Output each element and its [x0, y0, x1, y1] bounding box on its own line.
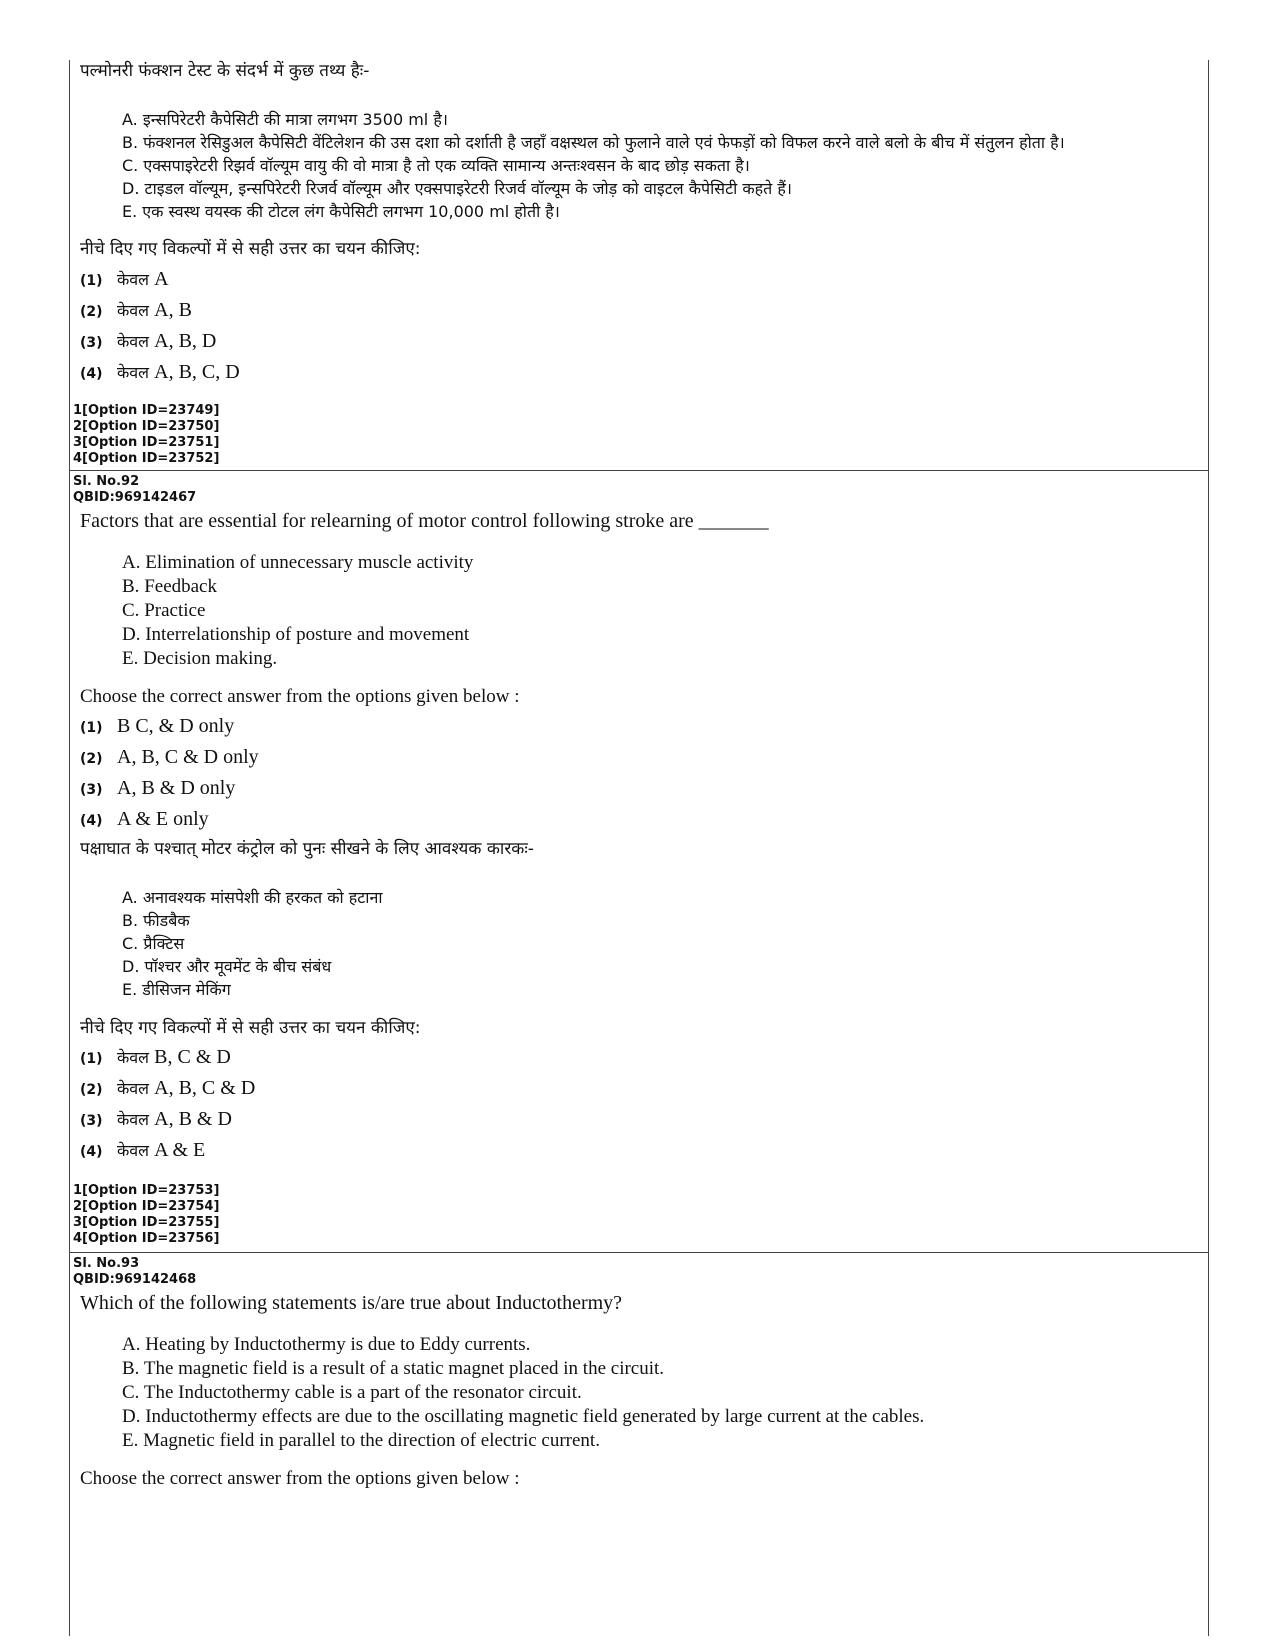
option-item [80, 268, 1205, 299]
q92-statements [100, 551, 1247, 671]
statement-text: डीसिजन मेकिंग [142, 980, 231, 999]
statement-item [122, 1381, 1247, 1405]
option-text [117, 1046, 231, 1069]
option-item [80, 1108, 1205, 1139]
option-hindi-prefix: केवल [117, 270, 150, 289]
statement-item [122, 177, 1247, 200]
left-border [69, 60, 70, 1636]
option-id: 2[Option ID=23750] [73, 419, 220, 434]
statement-item [122, 551, 1247, 575]
statement-letter: A. [122, 888, 138, 907]
statement-letter: D. [122, 1406, 141, 1427]
statement-item [122, 1429, 1247, 1453]
statement-text: Practice [144, 600, 206, 621]
option-letters: A [154, 268, 169, 290]
q93-question: Which of the following statements is/are true about Inductothermy? [80, 1292, 623, 1314]
statement-item [122, 1333, 1247, 1357]
statement-letter: D. [122, 624, 141, 645]
statement-text: Interrelationship of posture and movement [145, 624, 470, 645]
option-letters: A, B, D [154, 330, 217, 352]
option-id: 3[Option ID=23755] [73, 1215, 220, 1230]
option-item [80, 299, 1205, 330]
option-id: 1[Option ID=23753] [73, 1183, 220, 1198]
option-item [80, 745, 1205, 776]
statement-letter: C. [122, 1382, 140, 1403]
statement-item [122, 200, 1247, 223]
statement-item [122, 647, 1247, 671]
option-letters: A, B, C, D [154, 361, 240, 383]
option-number: (2) [80, 1082, 103, 1098]
option-number: (1) [80, 1051, 103, 1067]
statement-item [122, 932, 1247, 955]
statement-text: पॉश्चर और मूवमेंट के बीच संबंध [144, 957, 332, 976]
q92-hindi-options [80, 1046, 1205, 1170]
q92-choose: Choose the correct answer from the options given below : [80, 686, 520, 707]
statement-text: The magnetic field is a result of a static magnet placed in the circuit. [143, 1358, 665, 1379]
option-text [117, 268, 169, 291]
statement-text: Feedback [144, 576, 217, 597]
statement-letter: B. [122, 576, 140, 597]
statement-text: इन्सपिरेटरी कैपेसिटी की मात्रा लगभग 3500 ml है। [142, 110, 448, 129]
option-text: A & E only [117, 808, 209, 830]
q91-hindi-options [80, 268, 1205, 392]
statement-text: टाइडल वॉल्यूम, इन्सपिरेटरी रिजर्व वॉल्यूम और एक्सपाइरेटरी रिजर्व वॉल्यूम के जोड़ को वाइटल कैपेसिटी कहते हैं। [144, 179, 792, 198]
statement-text: Heating by Inductothermy is due to Eddy currents. [145, 1334, 531, 1355]
option-text [117, 1108, 232, 1131]
option-text: B C, & D only [117, 715, 235, 737]
option-hindi-prefix: केवल [117, 1079, 150, 1098]
divider [69, 1252, 1208, 1253]
statement-letter: A. [122, 552, 141, 573]
statement-letter: C. [122, 934, 139, 953]
statement-letter: C. [122, 600, 140, 621]
option-number: (3) [80, 1113, 103, 1129]
statement-letter: D. [122, 957, 140, 976]
q92-option-ids [73, 1183, 219, 1247]
q93-statements [100, 1333, 1247, 1453]
q91-hindi-choose: नीचे दिए गए विकल्पों में से सही उत्तर का चयन कीजिए: [80, 239, 421, 259]
option-hindi-prefix: केवल [117, 301, 150, 320]
option-hindi-prefix: केवल [117, 1048, 150, 1067]
q92-hindi-statements [100, 886, 1247, 1001]
option-letters: B, C & D [154, 1046, 231, 1068]
option-item [80, 1046, 1205, 1077]
statement-letter: A. [122, 1334, 141, 1355]
option-id: 4[Option ID=23752] [73, 451, 220, 466]
q93-sl-no: Sl. No.93 [73, 1256, 140, 1271]
statement-item [122, 599, 1247, 623]
statement-item [122, 575, 1247, 599]
statement-text: अनावश्यक मांसपेशी की हरकत को हटाना [142, 888, 383, 907]
option-number: (4) [80, 813, 103, 829]
statement-letter: E. [122, 980, 138, 999]
statement-letter: B. [122, 911, 139, 930]
option-letters: A, B & D [154, 1108, 232, 1130]
option-letters: A, B, C & D [154, 1077, 256, 1099]
q93-qbid: QBID:969142468 [73, 1272, 197, 1287]
option-item [80, 361, 1205, 392]
option-letters: A, B [154, 299, 192, 321]
option-text [117, 1139, 205, 1162]
option-text [117, 330, 216, 353]
option-number: (2) [80, 751, 103, 767]
option-text: A, B, C & D only [117, 746, 259, 768]
q91-hindi-intro: पल्मोनरी फंक्शन टेस्ट के संदर्भ में कुछ तथ्य हैः- [80, 61, 370, 81]
option-number: (3) [80, 782, 103, 798]
option-hindi-prefix: केवल [117, 332, 150, 351]
statement-letter: E. [122, 1430, 139, 1451]
option-id: 1[Option ID=23749] [73, 403, 220, 418]
option-item [80, 714, 1205, 745]
statement-text: फीडबैक [143, 911, 190, 930]
statement-letter: B. [122, 133, 139, 152]
statement-item [122, 108, 1247, 131]
option-number: (1) [80, 273, 103, 289]
statement-letter: D. [122, 179, 140, 198]
option-item [80, 807, 1205, 838]
option-number: (4) [80, 1144, 103, 1160]
statement-text: Magnetic field in parallel to the direction of electric current. [143, 1430, 600, 1451]
option-item [80, 1139, 1205, 1170]
q93-choose: Choose the correct answer from the options given below : [80, 1468, 520, 1489]
option-text [117, 299, 192, 322]
statement-item [122, 978, 1247, 1001]
q92-question: Factors that are essential for relearning of motor control following stroke are _______ [80, 510, 769, 532]
option-item [80, 1077, 1205, 1108]
option-number: (1) [80, 720, 103, 736]
statement-item [122, 955, 1247, 978]
option-id: 2[Option ID=23754] [73, 1199, 220, 1214]
q92-options [80, 714, 1205, 838]
statement-letter: A. [122, 110, 138, 129]
statement-text: Decision making. [143, 648, 278, 669]
q92-sl-no: Sl. No.92 [73, 474, 140, 489]
option-number: (3) [80, 335, 103, 351]
option-id: 3[Option ID=23751] [73, 435, 220, 450]
option-text [117, 361, 240, 384]
statement-letter: C. [122, 156, 139, 175]
statement-item [122, 623, 1247, 647]
q92-hindi-choose: नीचे दिए गए विकल्पों में से सही उत्तर का चयन कीजिए: [80, 1018, 421, 1038]
q91-option-ids [73, 403, 219, 467]
option-id: 4[Option ID=23756] [73, 1231, 220, 1246]
option-hindi-prefix: केवल [117, 363, 150, 382]
statement-text: Elimination of unnecessary muscle activity [145, 552, 474, 573]
option-letters: A & E [154, 1139, 206, 1161]
statement-item [122, 1357, 1247, 1381]
option-item [80, 776, 1205, 807]
statement-letter: E. [122, 202, 138, 221]
statement-text: Inductothermy effects are due to the oscillating magnetic field generated by large current at the cables. [145, 1406, 925, 1427]
q92-qbid: QBID:969142467 [73, 490, 197, 505]
statement-item [122, 886, 1247, 909]
statement-item [122, 909, 1247, 932]
statement-text: एक स्वस्थ वयस्क की टोटल लंग कैपेसिटी लगभग 10,000 ml होती है। [142, 202, 560, 221]
statement-text: एक्सपाइरेटरी रिझर्व वॉल्यूम वायु की वो मात्रा है तो एक व्यक्ति सामान्य अन्तःश्वसन के बाद छोड़ सकता है। [143, 156, 750, 175]
statement-letter: B. [122, 1358, 140, 1379]
option-number: (4) [80, 366, 103, 382]
option-hindi-prefix: केवल [117, 1141, 150, 1160]
option-number: (2) [80, 304, 103, 320]
statement-item [122, 131, 1247, 154]
statement-text: The Inductothermy cable is a part of the resonator circuit. [143, 1382, 582, 1403]
statement-item [122, 1405, 1247, 1429]
option-item [80, 330, 1205, 361]
statement-text: प्रैक्टिस [143, 934, 185, 953]
statement-letter: E. [122, 648, 139, 669]
statement-item [122, 154, 1247, 177]
option-text [117, 1077, 255, 1100]
statement-text: फंक्शनल रेसिडुअल कैपेसिटी वेंटिलेशन की उस दशा को दर्शाती है जहाँ वक्षस्थल को फुलाने वाले एवं फेफड़ों को विफल करने वाले बलो के बीच में संतुलन होता है। [143, 133, 1065, 152]
q92-hindi-intro: पक्षाघात के पश्चात् मोटर कंट्रोल को पुनः सीखने के लिए आवश्यक कारकः- [80, 839, 534, 859]
option-hindi-prefix: केवल [117, 1110, 150, 1129]
divider [69, 470, 1208, 471]
q91-hindi-statements [100, 108, 1247, 223]
option-text: A, B & D only [117, 777, 236, 799]
